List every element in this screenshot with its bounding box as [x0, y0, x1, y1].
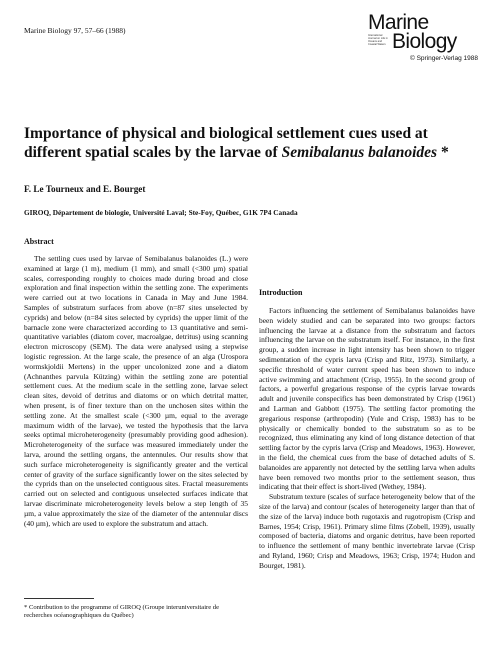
- footnote-rule: [24, 598, 94, 599]
- title-footnote-mark: *: [437, 144, 449, 161]
- abstract-heading: Abstract: [24, 237, 54, 246]
- logo-word-biology: Biology: [392, 30, 457, 53]
- introduction-text: [259, 306, 475, 646]
- introduction-heading: Introduction: [259, 288, 303, 297]
- footnote: [24, 604, 248, 621]
- article-title: [24, 124, 474, 162]
- introduction-paragraph-2: Substratum texture (scales of surface heterogeneity below that of the size of the larva) and contour (scales of heterogeneity larger than that of the size of the larva) induce both rugotaxis and rugotropism (Crisp and Barnes, 1954; Crisp, 1961). Primary slime films (Zobell, 1939), usually composed of bacteria, diatoms and organic detritus, have been reported to influence the settlement of many benthic invertebrate larvae (Crisp and Ryland, 1960; Crisp and Meadows, 1963; Crisp, 1974; Hudon and Bourget, 1981).: [259, 492, 475, 570]
- abstract-text: [24, 254, 248, 570]
- logo-word-marine: Marine: [368, 11, 429, 34]
- authors: F. Le Tourneux and E. Bourget: [24, 184, 146, 194]
- footnote-text: * Contribution to the programme of GIROQ (Groupe interuniversitaire de recherches océanographiques du Québec): [24, 604, 220, 620]
- abstract-paragraph: The settling cues used by larvae of Semibalanus balanoides (L.) were examined at large (1 m), medium (1 mm), and small (<300 µm) spatial scales, corresponding roughly to choices made during broad and close exploration and final inspection within the settling zone. The experiments were carried out at two locations in Canada in May and June 1984. Samples of substratum surfaces from above (n=87 sites unselected by cyprids) and below (n=84 sites selected by cyprids) the upper limit of the barnacle zone were characterized according to 13 quantitative and semi-quantitative variables (diatom cover, macroalgae, detritus) using scanning electron microscopy (SEM). The data were analysed using a stepwise logistic regression. At the large scale, the presence of an alga (Urospora wormskjoldii Mertens) in the upper uncolonized zone and a diatom (Achnanthes parvula Kützing) within the settling zone are potential settlement cues. At the medium scale in the settling zone, larvae select clean sites, devoid of detritus and diatoms or on which detrital matter, when present, is of finer texture than on the unchosen sites within the settling zone. At the smallest scale (<300 µm, equal to the average maximum width of the larvae), we tested the hypothesis that the larva seeks optimal microheterogeneity (presumably providing good adhesion). Microheterogeneity of the surface was measured immediately under the larva, around the settling organs, the antennules. Our results show that such surface microheterogeneity is significantly greater and the vertical center of gravity of the surface significantly lower on the sites selected by the cyprids than on the unselected contiguous sites. Fractal measurements carried out on selected and contiguous unselected surfaces indicate that larvae discriminate microheterogeneity levels below a step length of 35 µm, a value approximately the size of the diameter of the antennular discs (40 µm), which are used to explore the substratum and attach.: [24, 254, 248, 528]
- logo-tagline: International Journal on Life in Oceans and Coastal Waters: [368, 34, 388, 47]
- abstract-continuation: [259, 237, 475, 259]
- title-species: Semibalanus balanoides: [281, 144, 438, 161]
- introduction-paragraph-1: Factors influencing the settlement of Semibalanus balanoides have been widely studied and can be separated into two groups: factors influencing the larvae at a distance from the substratum and factors influencing the larvae on the substratum itself. For instance, in the first group, a sudden increase in light intensity has been shown to trigger sedimentation of the cypris larva (Crisp and Ritz, 1973). Similarly, a specific threshold of water current speed has been shown to induce active swimming and attachment (Crisp, 1955). In the second group of factors, a powerful gregarious response of the cypris larvae towards adult and juvenile conspecifics has been demonstrated by Crisp (1961) and Larman and Gabbott (1975). The settling factor promoting the gregarious response (arthropodin) (Yule and Crisp, 1983) has to be physically or chemically bonded to the substratum so as to be recognized, thus eliminating any kind of long distance detection of that settling factor by the cypris larva (Crisp and Meadows, 1963). However, in the field, the chemical cues from the base of detached adults of S. balanoides are apparently not detected by the settling larva when adults have been removed two months prior to the settlement season, thus indicating that their effect is short-lived (Wethey, 1984).: [259, 306, 475, 492]
- journal-reference: Marine Biology 97, 57–66 (1988): [24, 26, 126, 35]
- affiliation: GIROQ, Département de biologie, Université Laval; Ste-Foy, Québec, G1K 7P4 Canada: [24, 208, 298, 217]
- title-text: Importance of physical and biological settlement cues used at different spatial scales by the larvae of: [24, 125, 428, 161]
- journal-logo: [368, 12, 478, 64]
- copyright: © Springer-Verlag 1988: [409, 55, 478, 62]
